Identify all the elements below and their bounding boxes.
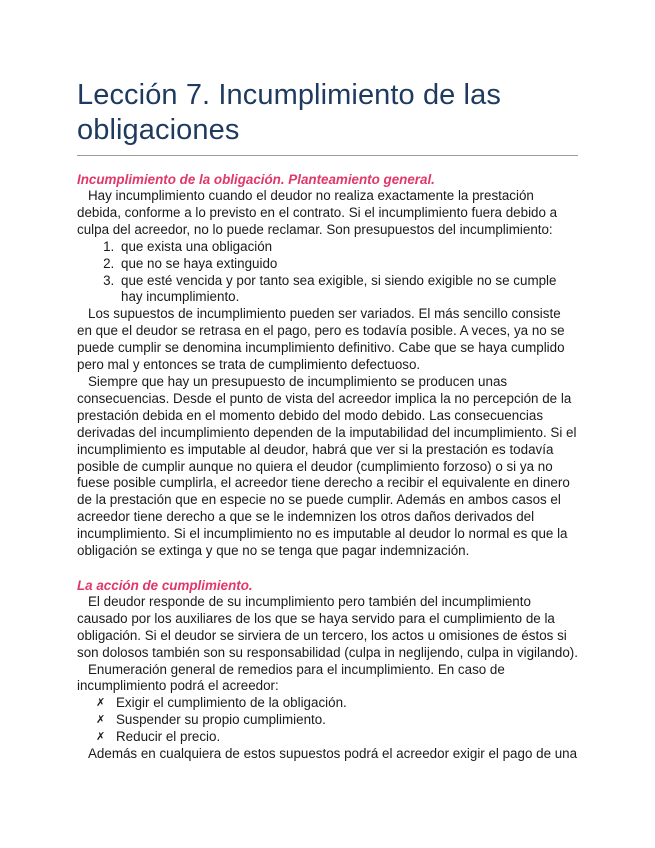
- list-item: 1. que exista una obligación: [118, 239, 578, 256]
- list-item: 2. que no se haya extinguido: [118, 256, 578, 273]
- section-accion-cumplimiento: [77, 577, 578, 763]
- list-item: [96, 695, 578, 712]
- cross-bullet-icon: ✗: [96, 714, 106, 727]
- paragraph: El deudor responde de su incumplimiento pero también del incumplimiento causado por los auxiliares de los que se haya servido para el cumplimiento de la obligación. Si el deudor se sirviera de un tercero, los actos u omisiones de éstos si son dolosos también son su responsabilidad (culpa in neglijendo, culpa in vigilando).: [77, 593, 578, 660]
- presupuestos-list: [77, 239, 578, 307]
- list-item: 3. que esté vencida y por tanto sea exigible, si siendo exigible no se cumple hay incumplimiento.: [118, 273, 578, 307]
- paragraph: Enumeración general de remedios para el incumplimiento. En caso de incumplimiento podrá el acreedor:: [77, 661, 505, 694]
- paragraph: Además en cualquiera de estos supuestos podrá el acreedor exigir el pago de una: [88, 746, 578, 762]
- section-planteamiento: [77, 171, 578, 560]
- paragraph: Hay incumplimiento cuando el deudor no realiza exactamente la prestación debida, conforme a lo previsto en el contrato. Si el incumplimiento fuera debido a culpa del acreedor, no lo puede reclamar. Son presupuestos del incumplimiento:: [77, 188, 558, 237]
- paragraph: Los supuestos de incumplimiento pueden ser variados. El más sencillo consiste en que el deudor se retrasa en el pago, pero es todavía posible. A veces, ya no se puede cumplir se denomina incumplimiento definitivo. Cabe que se haya cumplido pero mal y entonces se trata de cumplimiento defectuoso.: [77, 306, 565, 373]
- title-divider: [77, 155, 578, 156]
- list-item-text: Suspender su propio cumplimiento.: [116, 712, 326, 728]
- list-item: [96, 729, 578, 746]
- paragraph: Siempre que hay un presupuesto de incumplimiento se producen unas consecuencias. Desde el punto de vista del acreedor implica la no percepción de la prestación debida en el momento debido del modo debido. Las consecuencias derivadas del incumplimiento dependen de la imputabilidad del incumplimiento. Si el incumplimiento es imputable al deudor, habrá que ver si la prestación es todavía posible de cumplir aunque no quiera el deudor (cumplimiento forzoso) o si ya no fuese posible cumplirla, el acreedor tiene derecho a recibir el equivalente en dinero de la prestación que en especie no se puede cumplir. Además en ambos casos el acreedor tiene derecho a que se le indemnizen los otros daños derivados del incumplimiento. Si el incumplimiento no es imputable al deudor lo normal es que la obligación se extinga y que no se tenga que pagar indemnización.: [77, 373, 577, 559]
- remedios-list: [77, 695, 578, 746]
- document-title: Lección 7. Incumplimiento de las obligaciones: [77, 79, 501, 146]
- cross-bullet-icon: ✗: [96, 731, 106, 744]
- section-heading-planteamiento: Incumplimiento de la obligación. Planteamiento general.: [77, 172, 435, 187]
- section-heading-accion: La acción de cumplimiento.: [77, 577, 253, 593]
- list-item-text: Reducir el precio.: [116, 729, 221, 745]
- list-item: [96, 712, 578, 729]
- list-item-text: Exigir el cumplimiento de la obligación.: [116, 695, 347, 711]
- cross-bullet-icon: ✗: [96, 697, 106, 710]
